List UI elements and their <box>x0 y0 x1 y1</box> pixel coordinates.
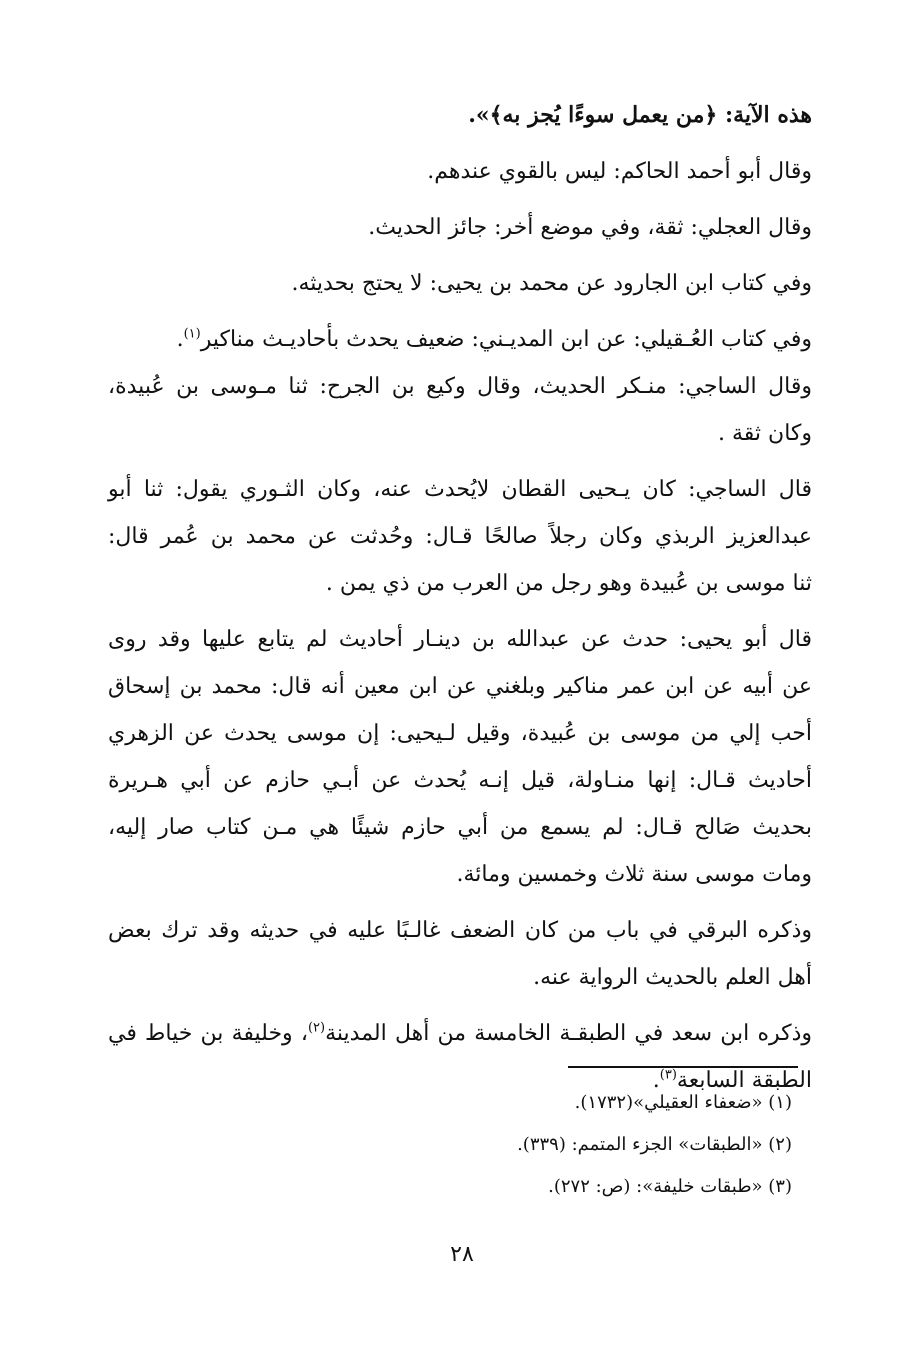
text-line: وذكره البرقي في باب من كان الضعف غالـبًا عليه في حديثه وقد ترك بعض <box>108 918 812 943</box>
text-line: وكان ثقة . <box>718 421 812 446</box>
footnote-3: (٣) «طبقات خليفة»: (ص: ٢٧٢). <box>548 1176 792 1197</box>
text-line: عن أبيه عن ابن عمر مناكير وبلغني عن ابن معين أنه قال: محمد بن إسحاق <box>108 674 812 699</box>
text-line: أحاديث قـال: إنها منـاولة، قيل إنـه يُحدث عن أبـي حازم عن أبي هـريرة <box>108 768 812 793</box>
text-segment: وذكره ابن سعد في الطبقـة الخامسة من أهل المدينة <box>325 1021 812 1046</box>
paragraph-ijli <box>108 204 812 251</box>
footnote-separator <box>568 1066 798 1068</box>
footnote-2: (٢) «الطبقات» الجزء المتمم: (٣٣٩). <box>517 1134 792 1155</box>
text-line: وقال الساجي: منـكر الحديث، وقال وكيع بن الجرح: ثنا مـوسى بن عُبيدة، <box>108 374 812 399</box>
page-number: ٢٨ <box>450 1242 474 1267</box>
text-line: ومات موسى سنة ثلاث وخمسين ومائة. <box>456 862 812 887</box>
paragraph-verse <box>108 92 812 139</box>
text-segment: وفي كتاب العُـقيلي: عن ابن المديـني: ضعيف يحدث بأحاديـث مناكير <box>200 327 812 352</box>
text-line: وفي كتاب العُـقيلي: عن ابن المديـني: ضعيف يحدث بأحاديـث مناكير$^{(١)}$. <box>176 326 812 352</box>
paragraph-abu-yahya <box>108 616 812 898</box>
footnote-ref: (٢) <box>307 1020 326 1036</box>
paragraph-barqi <box>108 907 812 1001</box>
text-line: عبدالعزيز الربذي وكان رجلاً صالحًا قـال: وحُدثت عن محمد بن عُمر قال: <box>108 524 812 549</box>
footnote-ref: (٣) <box>659 1067 677 1083</box>
text-line: وقال أبو أحمد الحاكم: ليس بالقوي عندهم. <box>427 159 812 184</box>
text-line: وفي كتاب ابن الجارود عن محمد بن يحيى: لا يحتج بحديثه. <box>291 271 812 296</box>
text-line <box>108 1010 812 1057</box>
paragraph-uqayli <box>108 316 812 457</box>
paragraph-jarud <box>108 260 812 307</box>
footnote-1: (١) «ضعفاء العقيلي»(١٧٣٢). <box>574 1092 792 1113</box>
text-line: قال الساجي: كان يـحيى القطان لايُحدث عنه، وكان الثـوري يقول: ثنا أبو <box>108 477 812 502</box>
text-line: بحديث صَالح قـال: لم يسمع من أبي حازم شيئًا هي مـن كتاب صار إليه، <box>108 815 812 840</box>
text-line: ثنا موسى بن عُبيدة وهو رجل من العرب من ذي يمن . <box>325 571 812 596</box>
text-line: أحب إلي من موسى بن عُبيدة، وقيل لـيحيى: إن موسى يحدث عن الزهري <box>108 721 812 746</box>
text-segment: الطبقة السابعة <box>676 1068 812 1093</box>
paragraph-hakim <box>108 148 812 195</box>
text-line: هذه الآية: ﴿من يعمل سوءًا يُجز به﴾». <box>468 102 812 128</box>
text-line: قال أبو يحيى: حدث عن عبدالله بن دينـار أحاديث لم يتابع عليها وقد روى <box>108 627 812 652</box>
text-segment: . <box>652 1068 660 1093</box>
footnotes <box>380 1082 792 1208</box>
main-text <box>108 92 812 1104</box>
text-segment: ، وخليفة بن خياط في <box>108 1021 308 1046</box>
text-line: وقال العجلي: ثقة، وفي موضع أخر: جائز الحديث. <box>368 215 812 240</box>
paragraph-saji <box>108 466 812 607</box>
text-line: أهل العلم بالحديث الرواية عنه. <box>533 965 812 990</box>
footnote-ref: (١) <box>183 326 201 342</box>
